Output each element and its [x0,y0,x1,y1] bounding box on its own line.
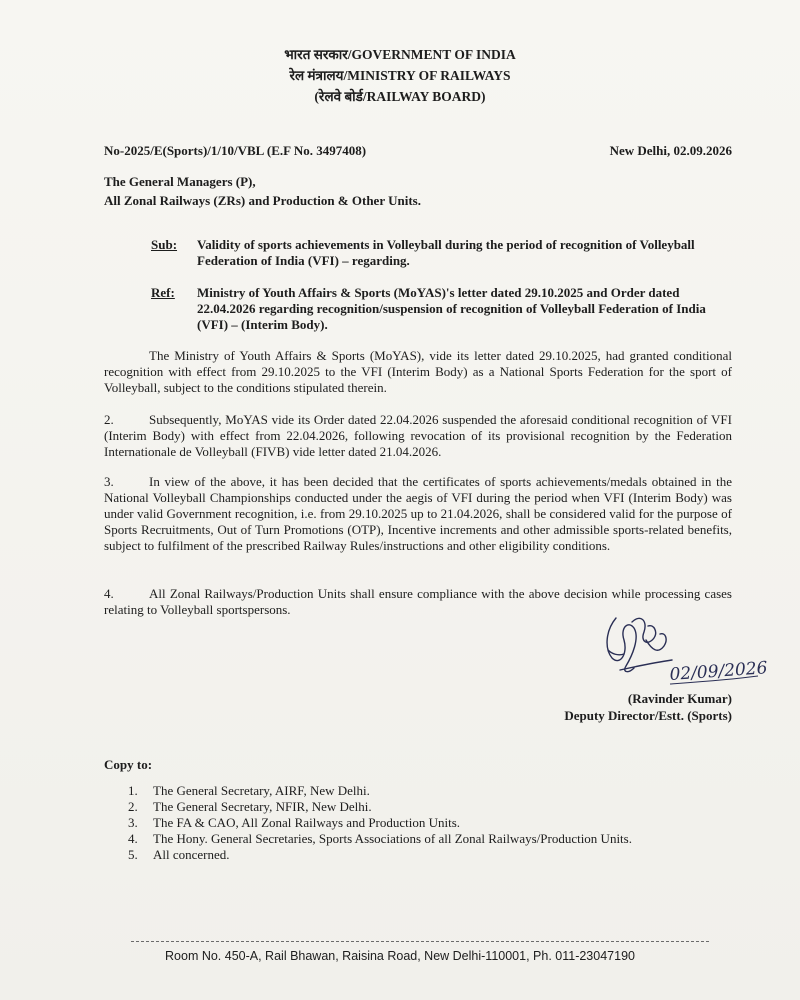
copy-to-item [128,831,728,847]
paragraph-2-text: Subsequently, MoYAS vide its Order dated 22.04.2026 suspended the aforesaid conditional recognition of VFI (Interim Body) with effect from 22.04.2026, following revocation of its provisional recognition by the Federation Internationale de Volleyball (FIVB) vide letter dated 21.04.2026. [104,412,732,459]
paragraph-4-number: 4. [104,586,114,601]
signatory-block [564,690,732,724]
reference-label: Ref: [151,285,175,300]
reference-text: Ministry of Youth Affairs & Sports (MoYAS)'s letter dated 29.10.2025 and Order dated 22.04.2026 regarding recognition/suspension of recognition of Volleyball Federation of India (VFI) – (Interim Body). [197,285,706,332]
letterhead [0,44,800,107]
reference-block [151,285,731,333]
paragraph-2 [104,412,732,460]
copy-to-item [128,799,728,815]
copy-to-item [128,847,728,863]
copy-to-item-number: 3. [128,815,138,830]
letterhead-ministry: रेल मंत्रालय/MINISTRY OF RAILWAYS [289,68,511,83]
handwritten-signature [598,610,768,692]
letter-number: No-2025/E(Sports)/1/10/VBL (E.F No. 3497408) [104,143,367,158]
copy-to-item-text: The FA & CAO, All Zonal Railways and Production Units. [153,815,461,830]
paragraph-1-text: The Ministry of Youth Affairs & Sports (MoYAS), vide its letter dated 29.10.2025, had granted conditional recognition with effect from 29.10.2025 to the VFI (Interim Body) as a National Sports Federation for the sport of Volleyball, subject to the conditions stipulated therein. [104,348,732,395]
paragraph-3 [104,474,732,554]
copy-to-item-text: The General Secretary, NFIR, New Delhi. [153,799,372,814]
addressee-line-1: The General Managers (P), [104,174,256,189]
subject-text: Validity of sports achievements in Volleyball during the period of recognition of Volleyball Federation of India (VFI) – regarding. [197,237,695,268]
paragraph-4-text: All Zonal Railways/Production Units shall ensure compliance with the above decision while processing cases relating to Volleyball sportspersons. [104,586,732,617]
signatory-name: (Ravinder Kumar) [627,691,732,706]
copy-to-item-number: 2. [128,799,138,814]
paragraph-3-text: In view of the above, it has been decided that the certificates of sports achievements/medals obtained in the National Volleyball Championships conducted under the aegis of VFI during the period when VFI (Interim Body) was under valid Government recognition, i.e. from 29.10.2025 up to 21.04.2026, shall be considered valid for the purpose of Sports Recruitments, Out of Turn Promotions (OTP), Incentive increments and other admissible sports-related benefits, subject to fulfilment of the prescribed Railway Rules/instructions and other eligibility conditions. [104,474,732,553]
subject-label: Sub: [151,237,178,252]
signatory-designation: Deputy Director/Estt. (Sports) [564,708,732,723]
copy-to-item-text: The General Secretary, AIRF, New Delhi. [153,783,370,798]
footer-divider [131,941,709,942]
footer-address: Room No. 450-A, Rail Bhawan, Raisina Road, New Delhi-110001, Ph. 011-23047190 [165,949,635,963]
paragraph-2-number: 2. [104,412,114,427]
signature-date: 02/09/2026 [668,658,768,685]
copy-to-list [128,783,728,863]
copy-to-item [128,783,728,799]
paragraph-1 [104,348,732,396]
copy-to-item-number: 5. [128,847,138,862]
place-date: New Delhi, 02.09.2026 [609,143,732,158]
copy-to-item [128,815,728,831]
copy-to-heading: Copy to: [104,757,153,772]
letterhead-government: भारत सरकार/GOVERNMENT OF INDIA [284,47,516,62]
copy-to-item-text: The Hony. General Secretaries, Sports Associations of all Zonal Railways/Production Units. [153,831,632,846]
subject-block [151,237,731,269]
copy-to-item-number: 1. [128,783,138,798]
addressee [104,172,732,210]
copy-to-item-text: All concerned. [153,847,230,862]
addressee-line-2: All Zonal Railways (ZRs) and Production & Other Units. [104,193,421,208]
copy-to-item-number: 4. [128,831,138,846]
paragraph-3-number: 3. [104,474,114,489]
letterhead-board: (रेलवे बोर्ड/RAILWAY BOARD) [314,89,486,104]
